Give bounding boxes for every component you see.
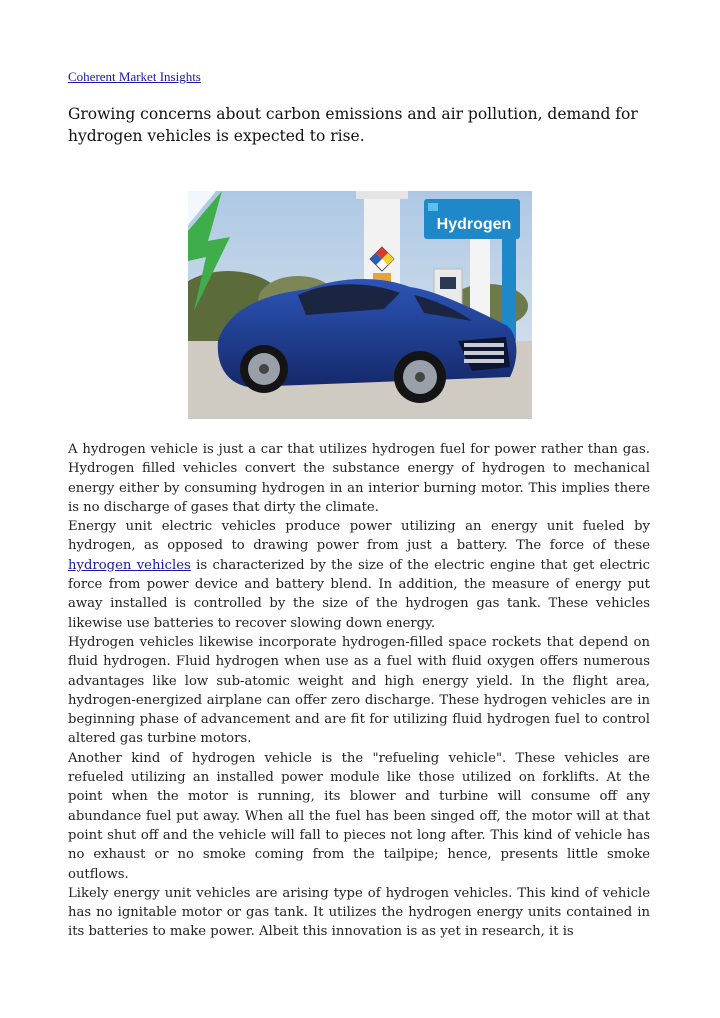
brand-link[interactable]: Coherent Market Insights (68, 69, 201, 84)
paragraph: Another kind of hydrogen vehicle is the "refueling vehicle". These vehicles are refueled utilizing an installed power module like those utilized on forklifts. At the point when the motor is running, its blower and turbine will consume off any abundance fuel put away. When all the fuel has been singed off, the motor will at that point shut off and the vehicle will fall to pieces not long after. This kind of vehicle has no exhaust or no smoke coming from the tailpipe; hence, presents little smoke outflows. (68, 750, 650, 882)
article-headline: Growing concerns about carbon emissions and air pollution, demand for hydrogen vehicles is expected to rise. (68, 105, 638, 145)
hydrogen-car-photo (188, 191, 532, 419)
hydrogen-vehicles-link[interactable]: hydrogen vehicles (68, 557, 191, 573)
paragraph: Likely energy unit vehicles are arising type of hydrogen vehicles. This kind of vehicle has no ignitable motor or gas tank. It utilizes the hydrogen energy units contained in its batteries to make power. Albeit this innovation is as yet in research, it is (68, 885, 650, 940)
station-sign-text: Hydrogen (436, 216, 512, 233)
paragraph-text: is characterized by the size of the electric engine that get electric force from power device and battery blend. In addition, the measure of energy put away installed is controlled by the size of the hydrogen gas tank. These vehicles likewise use batteries to recover slowing down energy. (68, 557, 651, 631)
paragraph: A hydrogen vehicle is just a car that utilizes hydrogen fuel for power rather than gas. Hydrogen filled vehicles convert the substance energy of hydrogen to mechanical energy either by consuming hydrogen in an interior burning motor. This implies there is no discharge of gases that dirty the climate. (68, 442, 650, 515)
paragraph-text: Energy unit electric vehicles produce power utilizing an energy unit fueled by hydrogen, as opposed to drawing power from just a battery. The force of these (68, 519, 650, 554)
paragraph (68, 517, 650, 633)
paragraph: Hydrogen vehicles likewise incorporate hydrogen-filled space rockets that depend on fluid hydrogen. Fluid hydrogen when use as a fuel with fluid oxygen offers numerous advantages like low sub-atomic weight and high energy yield. In the flight area, hydrogen-energized airplane can offer zero discharge. These hydrogen vehicles are in beginning phase of advancement and are fit for utilizing fluid hydrogen fuel to control altered gas turbine motors. (68, 634, 650, 747)
article-body (68, 440, 650, 942)
